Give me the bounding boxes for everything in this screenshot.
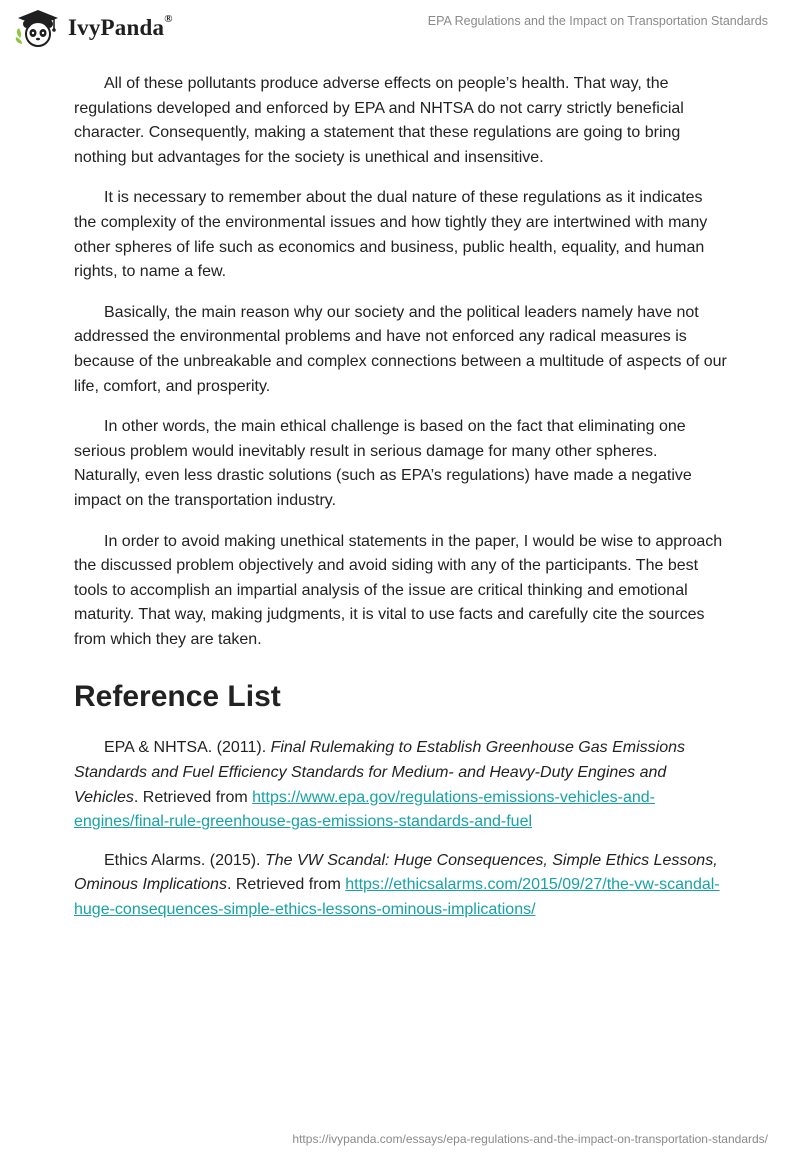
paragraph-2: It is necessary to remember about the dual nature of these regulations as it indicates the complexity of the environmental issues and how tightly they are intertwined with many other spheres of life such as economics and business, public health, equality, and human rights, to name a few. bbox=[74, 189, 708, 281]
essay-content bbox=[74, 72, 728, 937]
reference-retrieved: . Retrieved from bbox=[133, 788, 253, 806]
reference-author: EPA & NHTSA. (2011). bbox=[104, 739, 271, 757]
reference-link[interactable]: https://www.epa.gov/regulations-emissions-vehicles-and-engines/final-rule-greenhouse-gas-emissions-standards-and-fuel bbox=[74, 788, 656, 831]
paragraph-4: In other words, the main ethical challenge is based on the fact that eliminating one serious problem would inevitably result in serious damage for many other spheres. Naturally, even less drastic solutions (such as EPA’s regulations) have made a negative impact on the transportation industry. bbox=[74, 418, 692, 509]
reference-link[interactable]: https://ethicsalarms.com/2015/09/27/the-vw-scandal-huge-consequences-simple-ethics-lessons-ominous-implications/ bbox=[74, 876, 720, 919]
reference-item bbox=[74, 849, 728, 923]
reference-list-heading: Reference List bbox=[74, 680, 281, 714]
ivypanda-logo[interactable] bbox=[14, 8, 173, 48]
reference-item bbox=[74, 736, 728, 834]
panda-graduate-icon bbox=[14, 8, 62, 48]
paragraph-3: Basically, the main reason why our society and the political leaders namely have not addressed the environmental problems and have not enforced any radical measures is because of the unbreakable and complex connections between a multitude of aspects of our life, comfort, and prosperity. bbox=[74, 303, 727, 395]
paragraph-5: In order to avoid making unethical statements in the paper, I would be wise to approach the discussed problem objectively and avoid siding with any of the participants. The best tools to accomplish an impartial analysis of the issue are critical thinking and emotional maturity. That way, making judgments, it is vital to use facts and carefully cite the sources from which they are taken. bbox=[74, 532, 723, 648]
paragraph-1: All of these pollutants produce adverse effects on people’s health. That way, the regulations developed and enforced by EPA and NHTSA do not carry strictly beneficial character. Consequently, making a statement that these regulations are going to bring nothing but advantages for the society is unethical and insensitive. bbox=[74, 75, 684, 166]
reference-retrieved: . Retrieved from bbox=[226, 876, 346, 894]
registered-mark: ® bbox=[164, 13, 173, 25]
brand-text: IvyPanda bbox=[68, 15, 165, 40]
reference-title: The VW Scandal: Huge Consequences, Simple Ethics Lessons, Ominous Implications bbox=[74, 851, 718, 894]
page-header bbox=[0, 0, 800, 56]
document-title: EPA Regulations and the Impact on Transportation Standards bbox=[427, 14, 768, 28]
reference-author: Ethics Alarms. (2015). bbox=[104, 851, 265, 869]
reference-title: Final Rulemaking to Establish Greenhouse Gas Emissions Standards and Fuel Efficiency Standards for Medium- and Heavy-Duty Engines and Vehicles bbox=[74, 739, 685, 806]
footer-source-url: https://ivypanda.com/essays/epa-regulations-and-the-impact-on-transportation-standards/ bbox=[292, 1132, 768, 1146]
brand-name bbox=[68, 15, 173, 41]
